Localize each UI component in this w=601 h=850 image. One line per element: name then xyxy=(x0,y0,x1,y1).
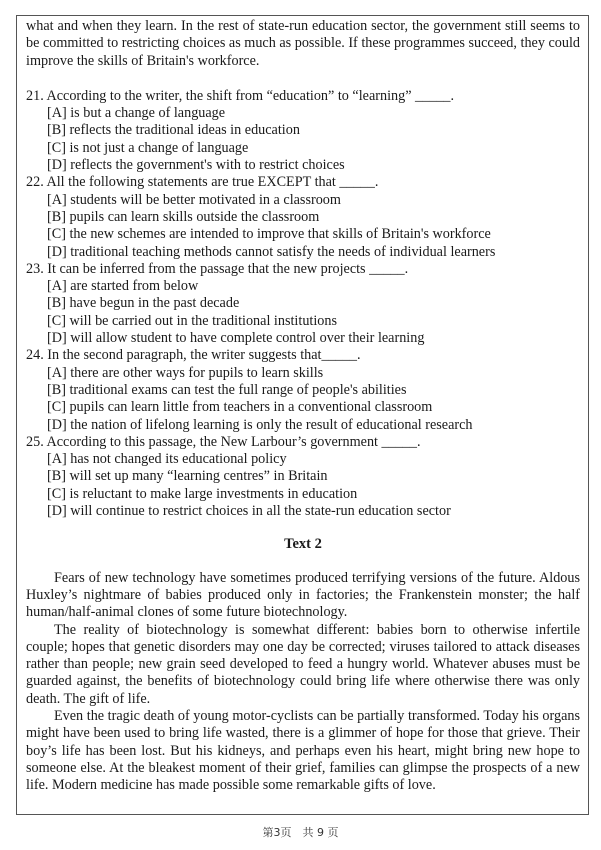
option-b: [B] will set up many “learning centres” in Britain xyxy=(47,468,328,485)
question-stem: 22. All the following statements are true EXCEPT that _____. xyxy=(26,174,379,191)
option-a: [A] is but a change of language xyxy=(47,105,226,122)
option-b: [B] reflects the traditional ideas in education xyxy=(47,122,300,139)
question-25 xyxy=(26,434,580,520)
option-a: [A] there are other ways for pupils to learn skills xyxy=(47,364,324,381)
question-21 xyxy=(26,88,580,174)
option-d: [D] reflects the government's with to restrict choices xyxy=(47,157,345,174)
intro-paragraph: what and when they learn. In the rest of state-run education sector, the government still seems to be committed to restricting choices as much as possible. If these programmes succeed, they could improve the skills of Britain's workforce. xyxy=(26,18,580,69)
option-a: [A] has not changed its educational policy xyxy=(47,451,287,468)
option-c: [C] is not just a change of language xyxy=(47,139,249,156)
question-22 xyxy=(26,174,580,260)
question-stem: 24. In the second paragraph, the writer suggests that_____. xyxy=(26,347,361,364)
option-b: [B] have begun in the past decade xyxy=(47,295,240,312)
text2-paragraph-3: Even the tragic death of young motor-cyclists can be partially transformed. Today his organs might have been used to bring life wasted, there is a glimmer of hope for those that grieve. Their boy’s life has been lost. But his kidneys, and perhaps even his heart, might bring new hope to someone else. At the bleakest moment of their grief, families can glimpse the prospects of a new life. Modern medicine has made possible some remarkable gifts of love. xyxy=(26,707,580,794)
option-c: [C] pupils can learn little from teachers in a conventional classroom xyxy=(47,399,433,416)
question-23 xyxy=(26,261,580,347)
exam-content xyxy=(26,18,580,794)
question-24 xyxy=(26,347,580,433)
option-c: [C] the new schemes are intended to improve that skills of Britain's workforce xyxy=(47,226,491,243)
page-number-footer: 第3页 共 9 页 xyxy=(262,826,339,839)
question-stem: 21. According to the writer, the shift from “education” to “learning” _____. xyxy=(26,87,455,104)
option-d: [D] traditional teaching methods cannot satisfy the needs of individual learners xyxy=(47,243,496,260)
option-a: [A] students will be better motivated in a classroom xyxy=(47,191,341,208)
option-b: [B] traditional exams can test the full range of people's abilities xyxy=(47,381,407,398)
question-stem: 25. According to this passage, the New Larbour’s government _____. xyxy=(26,433,421,450)
option-d: [D] will allow student to have complete control over their learning xyxy=(47,330,425,347)
question-stem: 23. It can be inferred from the passage that the new projects _____. xyxy=(26,260,409,277)
section-title: Text 2 xyxy=(284,536,322,553)
option-d: [D] the nation of lifelong learning is only the result of educational research xyxy=(47,416,473,433)
text2-paragraph-1: Fears of new technology have sometimes produced terrifying versions of the future. Aldous Huxley’s nightmare of babies produced only in factories; the Frankenstein monster; the half human/half-animal clones of some future biotechnology. xyxy=(26,569,580,621)
option-a: [A] are started from below xyxy=(47,278,199,295)
option-b: [B] pupils can learn skills outside the classroom xyxy=(47,208,320,225)
option-d: [D] will continue to restrict choices in all the state-run education sector xyxy=(47,503,451,520)
option-c: [C] will be carried out in the traditional institutions xyxy=(47,312,337,329)
text2-paragraph-2: The reality of biotechnology is somewhat different: babies born to otherwise infertile couple; hopes that genetic disorders may one day be corrected; viruses tailored to attack diseases rather than people; new grain seed developed to feed a hungry world. Whatever abuses must be guarded against, the benefits of biotechnology could bring life where otherwise there was only death. The gift of life. xyxy=(26,621,580,707)
option-c: [C] is reluctant to make large investments in education xyxy=(47,485,358,502)
